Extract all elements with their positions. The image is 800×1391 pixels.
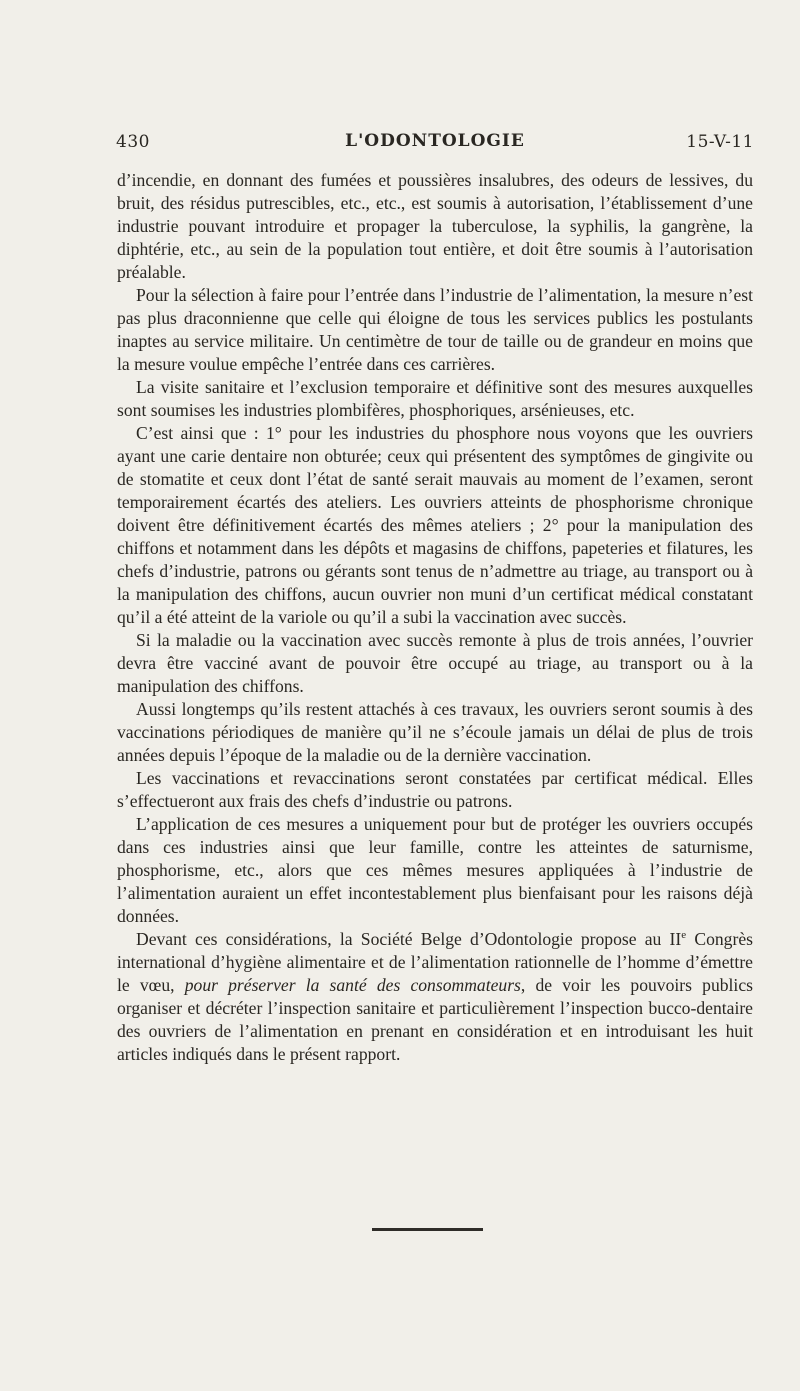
text-run: , de voir les pouvoirs publics organiser et décréter l’inspection sanitaire et particulièrement l’inspection bucco-dentaire des ouvriers de l’alimentation en prenant en considération et en introduisant les huit articles indiqués dans le présent rapport. xyxy=(117,975,753,1064)
page-number: 430 xyxy=(116,132,150,152)
superscript: e xyxy=(681,929,687,942)
paragraph: Si la maladie ou la vaccination avec succès remonte à plus de trois années, l’ouvrier devra être vacciné avant de pouvoir être occupé au triage, au transport ou à la manipulation des chiffons. xyxy=(117,630,753,696)
text-run: Devant ces considérations, la Société Belge d’Odontologie propose au II xyxy=(136,929,682,949)
paragraph: L’application de ces mesures a uniquement pour but de protéger les ouvriers occupés dans ces industries ainsi que leur famille, contre les atteintes de saturnisme, phosphorisme, etc., alors que ces mêmes mesures appliquées à l’industrie de l’alimentation auraient un effet incontestablement plus bienfaisant pour les raisons déjà données. xyxy=(117,814,753,926)
italic-phrase: pour préserver la santé des consommateurs xyxy=(184,975,521,995)
journal-title: L'ODONTOLOGIE xyxy=(345,131,525,151)
paragraph: C’est ainsi que : 1° pour les industries du phosphore nous voyons que les ouvriers ayant une carie dentaire non obturée; ceux qui présentent des symptômes de gingivite ou de stomatite et ceux dont l’état de santé serait mauvais au moment de l’examen, seront temporairement écartés des ateliers. Les ouvriers atteints de phosphorisme chronique doivent être définitivement écartés des mêmes ateliers ; 2° pour la manipulation des chiffons et notamment dans les dépôts et magasins de chiffons, papeteries et filatures, les chefs d’industrie, patrons ou gérants sont tenus de n’admettre au triage, au transport ou à la manipulation des chiffons, aucun ouvrier non muni d’un certificat médical constatant qu’il a été atteint de la variole ou qu’il a subi la vaccination avec succès. xyxy=(117,423,753,627)
final-paragraph xyxy=(117,928,753,1066)
article-body xyxy=(117,169,753,1066)
paragraph: Aussi longtemps qu’ils restent attachés à ces travaux, les ouvriers seront soumis à des vaccinations périodiques de manière qu’il ne s’écoule jamais un délai de plus de trois années depuis l’époque de la maladie ou de la dernière vaccination. xyxy=(117,699,753,765)
paragraph: Les vaccinations et revaccinations seront constatées par certificat médical. Elles s’effectueront aux frais des chefs d’industrie ou patrons. xyxy=(117,768,753,811)
running-header xyxy=(116,128,754,158)
issue-date: 15-V-11 xyxy=(686,132,754,152)
closing-rule xyxy=(372,1228,483,1231)
text-run: Congrès international d’hygiène alimentaire et de l’alimentation rationnelle de l’homme d’émettre le vœu, xyxy=(117,929,753,995)
paragraph: d’incendie, en donnant des fumées et poussières insalubres, des odeurs de lessives, du bruit, des résidus putrescibles, etc., etc., est soumis à autorisation, l’établissement d’une industrie pouvant introduire et propager la tuberculose, la syphilis, la gangrène, la diphtérie, etc., au sein de la population tout entière, et doit être soumis à l’autorisation préalable. xyxy=(117,170,753,282)
paragraph: Pour la sélection à faire pour l’entrée dans l’industrie de l’alimentation, la mesure n’est pas plus draconnienne que celle qui éloigne de tous les services publics les postulants inaptes au service militaire. Un centimètre de tour de taille ou de grandeur en moins que la mesure voulue empêche l’entrée dans ces carrières. xyxy=(117,285,753,374)
paragraph: La visite sanitaire et l’exclusion temporaire et définitive sont des mesures auxquelles sont soumises les industries plombifères, phosphoriques, arsénieuses, etc. xyxy=(117,377,753,420)
